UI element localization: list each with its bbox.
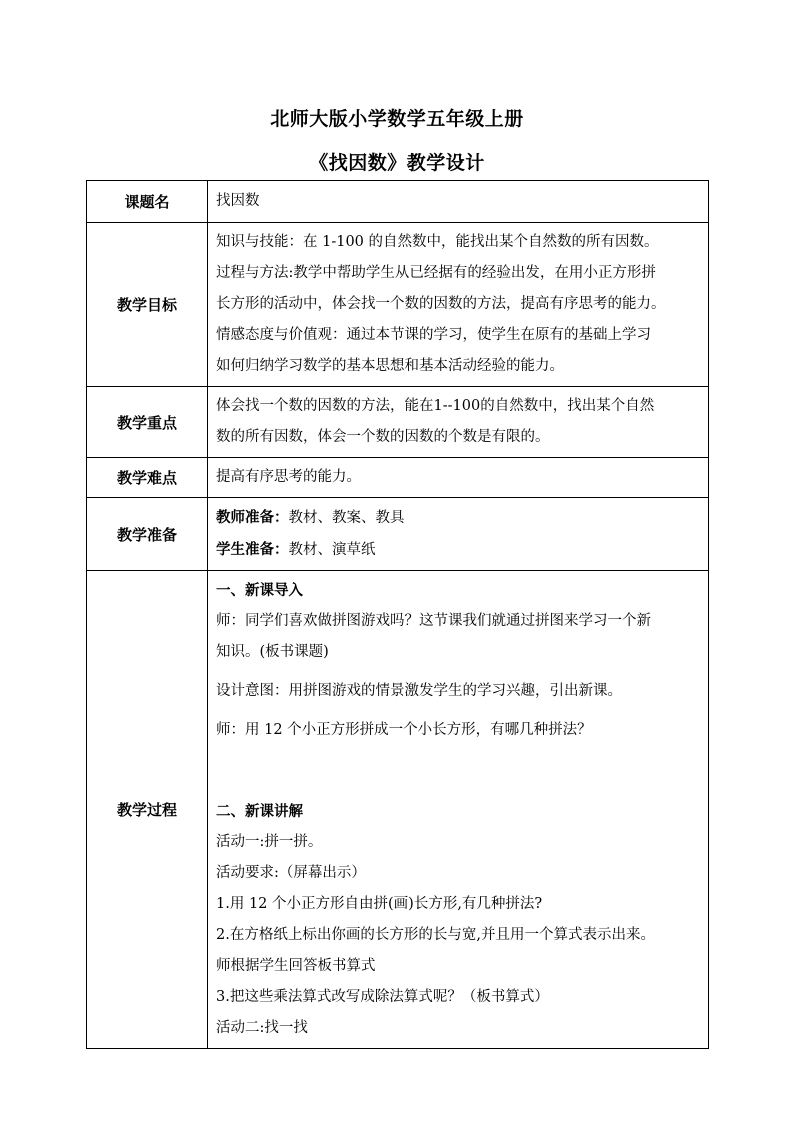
- row-objectives: [87, 223, 709, 387]
- label-objectives: 教学目标: [87, 223, 208, 387]
- process-line: 2.在方格纸上标出你画的长方形的长与宽,并且用一个算式表示出来。: [216, 927, 655, 943]
- section-heading: 二、新课讲解: [216, 803, 303, 820]
- student-preparation-value: 教材、演草纸: [288, 542, 376, 558]
- value-process: [208, 571, 709, 1049]
- process-line: 师：同学们喜欢做拼图游戏吗？这节课我们就通过拼图来学习一个新: [216, 613, 651, 629]
- label-difficulties: 教学难点: [87, 458, 208, 498]
- value-topic: 找因数: [208, 181, 709, 223]
- value-difficulties: [208, 458, 709, 498]
- lesson-plan-table: [86, 180, 709, 1049]
- row-topic: [87, 181, 709, 223]
- section-heading: 一、新课导入: [216, 582, 303, 599]
- process-line: 知识。(板书课题): [216, 644, 329, 660]
- document-subtitle: 《找因数》教学设计: [309, 152, 485, 174]
- process-line: 1.用 12 个小正方形自由拼(画)长方形,有几种拼法?: [216, 896, 543, 912]
- process-line: 师：用 12 个小正方形拼成一个小长方形，有哪几种拼法？: [216, 722, 592, 738]
- row-preparation: [87, 498, 709, 571]
- difficulty-line: 提高有序思考的能力。: [216, 469, 361, 485]
- teacher-preparation-label: 教师准备：: [216, 509, 289, 526]
- process-line: 活动一:拼一拼。: [216, 834, 323, 850]
- document-title: 北师大版小学数学五年级上册: [270, 108, 524, 130]
- value-objectives: [208, 223, 709, 387]
- objective-line: 如何归纳学习数学的基本思想和基本活动经验的能力。: [216, 358, 564, 374]
- objective-line: 长方形的活动中，体会找一个数的因数的方法，提高有序思考的能力。: [216, 296, 666, 312]
- objective-line: 知识与技能：在 1-100 的自然数中，能找出某个自然数的所有因数。: [216, 234, 659, 250]
- process-line: 活动二:找一找: [216, 1020, 308, 1036]
- row-process: [87, 571, 709, 1049]
- key-point-line: 数的所有因数，体会一个数的因数的个数是有限的。: [216, 429, 550, 445]
- row-difficulties: [87, 458, 709, 498]
- process-line: 设计意图：用拼图游戏的情景激发学生的学习兴趣，引出新课。: [216, 683, 622, 699]
- label-preparation: 教学准备: [87, 498, 208, 571]
- teacher-preparation-value: 教材、教案、教具: [288, 510, 405, 526]
- value-key-points: [208, 387, 709, 458]
- process-line: 活动要求:（屏幕出示）: [216, 865, 366, 881]
- row-key-points: [87, 387, 709, 458]
- student-preparation-label: 学生准备：: [216, 541, 289, 558]
- student-preparation: [216, 534, 702, 566]
- process-line: 3.把这些乘法算式改写成除法算式呢？（板书算式）: [216, 989, 549, 1005]
- process-line: 师根据学生回答板书算式: [216, 958, 376, 974]
- objective-line: 过程与方法:教学中帮助学生从已经据有的经验出发，在用小正方形拼: [216, 265, 656, 281]
- label-topic: 课题名: [87, 181, 208, 223]
- label-key-points: 教学重点: [87, 387, 208, 458]
- value-preparation: [208, 498, 709, 571]
- teacher-preparation: [216, 502, 702, 534]
- objective-line: 情感态度与价值观：通过本节课的学习，使学生在原有的基础上学习: [216, 327, 651, 343]
- key-point-line: 体会找一个数的因数的方法，能在1--100的自然数中，找出某个自然: [216, 398, 655, 414]
- label-process: 教学过程: [87, 571, 208, 1049]
